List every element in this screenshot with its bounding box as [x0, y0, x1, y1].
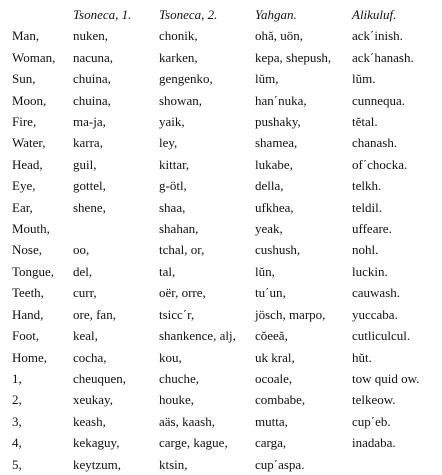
alikuluf-word: telkeow.	[352, 392, 396, 408]
tsoneca-2-word: tal,	[159, 263, 176, 279]
alikuluf-word: uffeare.	[352, 221, 392, 237]
table-row	[12, 90, 442, 111]
tsoneca-1-word: cocha,	[73, 349, 107, 365]
yahgan-word: shamea,	[255, 135, 298, 151]
tsoneca-2-word: aäs, kaash,	[159, 413, 215, 429]
tsoneca-2-word: shankence, alj,	[159, 328, 236, 344]
table-row	[12, 261, 442, 282]
alikuluf-word: ack΄hanash.	[352, 49, 414, 65]
vocabulary-table	[12, 4, 442, 475]
english-word: 5,	[12, 456, 22, 472]
yahgan-word: mutta,	[255, 413, 288, 429]
vocabulary-rows	[12, 25, 442, 475]
tsoneca-1-word: del,	[73, 263, 93, 279]
tsoneca-1-word: chuina,	[73, 71, 111, 87]
english-word: Water,	[12, 135, 46, 151]
english-word: Eye,	[12, 178, 36, 194]
english-word: Ear,	[12, 199, 33, 215]
tsoneca-1-word: karra,	[73, 135, 103, 151]
tsoneca-2-word: tsicc΄r,	[159, 306, 195, 322]
tsoneca-1-word: xeukay,	[73, 392, 113, 408]
table-row	[12, 111, 442, 132]
tsoneca-2-word: ktsin,	[159, 456, 188, 472]
alikuluf-word: cutliculcul.	[352, 328, 411, 344]
alikuluf-word: cauwash.	[352, 285, 401, 301]
english-word: Mouth,	[12, 221, 50, 237]
english-word: Hand,	[12, 306, 44, 322]
english-word: 3,	[12, 413, 22, 429]
table-row	[12, 304, 442, 325]
tsoneca-1-word: guil,	[73, 156, 97, 172]
alikuluf-word: inadaba.	[352, 435, 396, 451]
tsoneca-2-word: chuche,	[159, 370, 200, 386]
english-word: 2,	[12, 392, 22, 408]
english-word: Fire,	[12, 114, 37, 130]
tsoneca-2-word: g-ötl,	[159, 178, 187, 194]
alikuluf-word: chanash.	[352, 135, 398, 151]
alikuluf-word: teldil.	[352, 199, 382, 215]
yahgan-word: ufkhea,	[255, 199, 294, 215]
english-word: Teeth,	[12, 285, 44, 301]
tsoneca-1-word: keytzum,	[73, 456, 122, 472]
yahgan-word: lukabe,	[255, 156, 293, 172]
tsoneca-1-word: nuken,	[73, 28, 109, 44]
tsoneca-2-word: ley,	[159, 135, 178, 151]
yahgan-word: carga,	[255, 435, 287, 451]
alikuluf-word	[352, 454, 442, 475]
tsoneca-2-word: chonik,	[159, 28, 198, 44]
english-word: 1,	[12, 370, 22, 386]
yahgan-word: ohă, uön,	[255, 28, 304, 44]
english-word: Moon,	[12, 92, 47, 108]
yahgan-word: della,	[255, 178, 284, 194]
tsoneca-1-word	[73, 218, 159, 239]
alikuluf-word: tow quid ow.	[352, 370, 420, 386]
table-row	[12, 347, 442, 368]
yahgan-word: pushaky,	[255, 114, 301, 130]
alikuluf-word: ack΄inish.	[352, 28, 403, 44]
tsoneca-2-word: shaa,	[159, 199, 186, 215]
header-tsoneca-2: Tsoneca, 2.	[159, 7, 218, 22]
yahgan-word: uk kral,	[255, 349, 295, 365]
alikuluf-word: luckin.	[352, 263, 388, 279]
table-row	[12, 239, 442, 260]
table-row	[12, 68, 442, 89]
yahgan-word: lŭn,	[255, 263, 275, 279]
alikuluf-word: tĕtal.	[352, 114, 378, 130]
yahgan-word: lŭm,	[255, 71, 279, 87]
english-word: Woman,	[12, 49, 56, 65]
tsoneca-1-word: ore, fan,	[73, 306, 116, 322]
yahgan-word: ocoale,	[255, 370, 293, 386]
tsoneca-2-word: karken,	[159, 49, 198, 65]
alikuluf-word: hŭt.	[352, 349, 372, 365]
tsoneca-2-word: gengenko,	[159, 71, 213, 87]
header-yahgan: Yahgan.	[255, 7, 297, 22]
table-row	[12, 432, 442, 453]
alikuluf-word: cup΄eb.	[352, 413, 391, 429]
tsoneca-1-word: keal,	[73, 328, 98, 344]
tsoneca-2-word: tchal, or,	[159, 242, 205, 258]
english-word: Tongue,	[12, 263, 55, 279]
tsoneca-2-word: showan,	[159, 92, 202, 108]
table-row	[12, 389, 442, 410]
yahgan-word: han΄nuka,	[255, 92, 307, 108]
tsoneca-1-word: cheuquen,	[73, 370, 127, 386]
tsoneca-2-word: kou,	[159, 349, 182, 365]
tsoneca-1-word: ma-ja,	[73, 114, 106, 130]
tsoneca-1-word: gottel,	[73, 178, 106, 194]
yahgan-word: yeak,	[255, 221, 283, 237]
table-row	[12, 25, 442, 46]
english-word: Nose,	[12, 242, 42, 258]
tsoneca-2-word: houke,	[159, 392, 195, 408]
tsoneca-2-word: yaik,	[159, 114, 185, 130]
tsoneca-2-word: oër, orre,	[159, 285, 206, 301]
tsoneca-1-word: kekaguy,	[73, 435, 120, 451]
english-word: Sun,	[12, 71, 36, 87]
tsoneca-1-word: keash,	[73, 413, 106, 429]
yahgan-word: cup΄aspa.	[255, 456, 305, 472]
table-row	[12, 368, 442, 389]
header-alikuluf: Alikuluf.	[352, 7, 397, 22]
header-row	[12, 4, 442, 25]
table-row	[12, 454, 442, 475]
alikuluf-word: lŭm.	[352, 71, 376, 87]
tsoneca-2-word: shahan,	[159, 221, 199, 237]
tsoneca-2-word: carge, kague,	[159, 435, 228, 451]
table-row	[12, 175, 442, 196]
tsoneca-1-word: chuina,	[73, 92, 111, 108]
yahgan-word: jösch, marpo,	[255, 306, 326, 322]
english-word: Home,	[12, 349, 48, 365]
english-word: Head,	[12, 156, 43, 172]
yahgan-word: cŏeeă,	[255, 328, 288, 344]
table-row	[12, 282, 442, 303]
header-english	[12, 4, 73, 25]
english-word: 4,	[12, 435, 22, 451]
table-row	[12, 411, 442, 432]
table-row	[12, 154, 442, 175]
tsoneca-1-word: nacuna,	[73, 49, 114, 65]
alikuluf-word: of΄chocka.	[352, 156, 408, 172]
table-row	[12, 47, 442, 68]
table-row	[12, 197, 442, 218]
yahgan-word: combabe,	[255, 392, 306, 408]
yahgan-word: cushush,	[255, 242, 301, 258]
yahgan-word: tu΄un,	[255, 285, 286, 301]
tsoneca-2-word: kittar,	[159, 156, 190, 172]
alikuluf-word: yuccaba.	[352, 306, 398, 322]
alikuluf-word: nohl.	[352, 242, 379, 258]
table-row	[12, 325, 442, 346]
table-row	[12, 218, 442, 239]
tsoneca-1-word: curr,	[73, 285, 97, 301]
alikuluf-word: cunnequa.	[352, 92, 406, 108]
header-tsoneca-1: Tsoneca, 1.	[73, 7, 132, 22]
table-row	[12, 132, 442, 153]
english-word: Man,	[12, 28, 40, 44]
english-word: Foot,	[12, 328, 40, 344]
alikuluf-word: telkh.	[352, 178, 382, 194]
tsoneca-1-word: oo,	[73, 242, 90, 258]
yahgan-word: kepa, shepush,	[255, 49, 332, 65]
tsoneca-1-word: shene,	[73, 199, 106, 215]
